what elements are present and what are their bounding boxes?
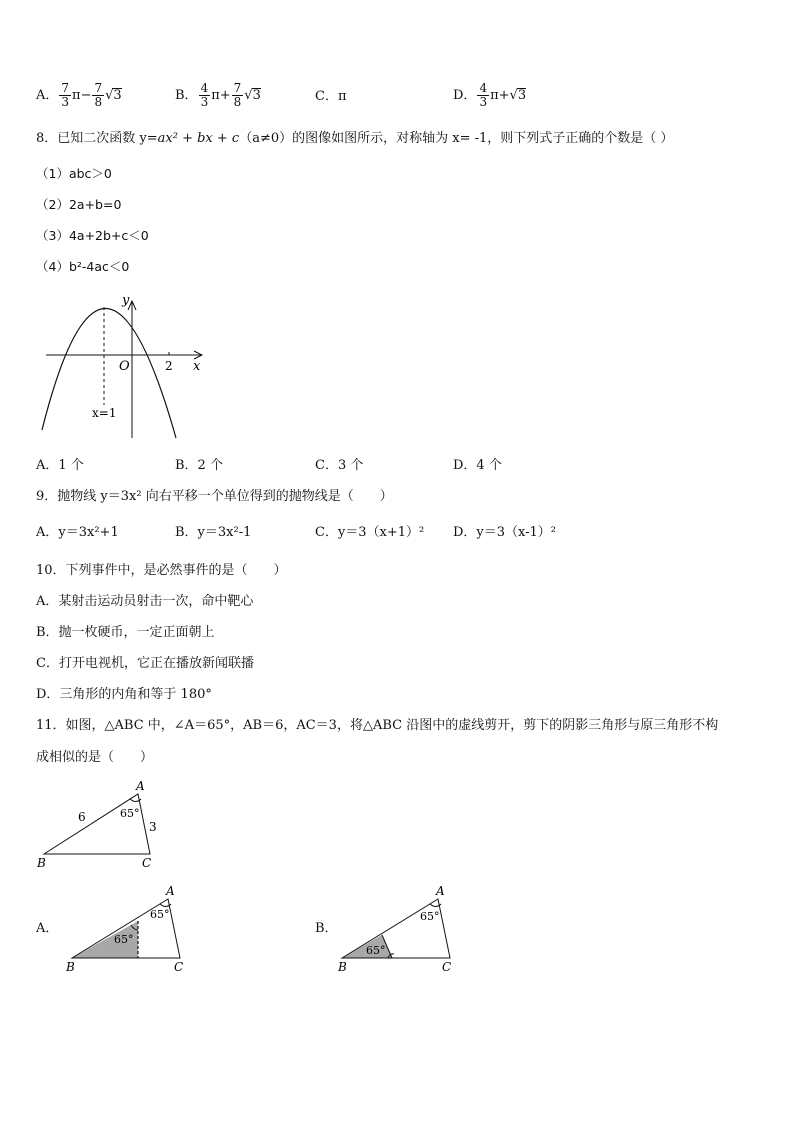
tick-label-2: 2 [165,359,173,373]
q8-option-c: C．3 个 [315,458,364,473]
q11-main-triangle [30,775,170,870]
angle-cut-label: 65° [114,933,134,946]
q7-option-b-label: B． [175,87,198,103]
q7-option-a [36,82,122,108]
vertex-b-label: B [338,960,347,974]
q10-option-a: A．某射击运动员射击一次，命中靶心 [36,594,254,609]
q11-option-b-label: B． [315,921,338,936]
angle-top-label: 65° [420,910,440,923]
q11-stem-line1: 11．如图，△ABC 中，∠A＝65°，AB＝6，AC＝3，将△ABC 沿图中的虚线剪开，剪下的阴影三角形与原三角形不构 [36,718,719,733]
vertex-c-label: C [174,960,184,974]
side-ab-label: 6 [78,810,86,824]
q7-a-sqrt: √3 [105,88,122,104]
q7-option-b [175,82,261,108]
q10-stem: 10．下列事件中，是必然事件的是（ ） [36,563,287,578]
q9-option-d: D．y＝3（x-1）² [453,525,557,540]
q8-option-d: D．4 个 [453,458,502,473]
origin-label: O [119,359,130,374]
q7-option-c [315,90,347,103]
q10-option-d: D．三角形的内角和等于 180° [36,687,212,702]
q7-b-frac2: $\frac{7}{8}$ [233,81,242,109]
q11-option-a-figure [60,880,200,975]
triangle-abc [44,794,150,854]
q7-a-pi: π− [72,87,92,103]
q7-option-a-label: A． [36,87,59,103]
vertex-a-label: A [136,779,145,793]
vertex-c-label: C [442,960,452,974]
q8-item-3: （3）4a+2b+c＜0 [36,228,149,243]
q7-d-sqrt: √3 [509,88,527,104]
q8-item-2: （2）2a+b=0 [36,197,122,212]
q7-option-d-label: D． [453,87,477,103]
q9-option-a: A．y＝3x²+1 [36,525,119,540]
angle-cut-label: 65° [366,944,386,957]
vertex-c-label: C [142,856,152,870]
q7-option-c-text: π [337,89,347,104]
q8-item-1: （1）abc＞0 [36,166,112,181]
y-axis-label: y [122,293,130,308]
q10-option-c: C．打开电视机，它正在播放新闻联播 [36,656,254,671]
symmetry-axis-label: x=1 [92,406,117,420]
q11-option-a-label: A． [36,921,59,936]
q7-b-sqrt: √3 [244,88,261,104]
angle-top-label: 65° [150,908,170,921]
q7-option-d [453,82,526,108]
q8-parabola-graph [36,290,216,442]
q7-option-c-label: C． [315,89,338,104]
side-ac-label: 3 [149,820,157,834]
q7-a-frac1: $\frac{7}{3}$ [61,81,70,109]
q10-option-b: B．抛一枚硬币，一定正面朝上 [36,625,215,640]
q7-a-frac2: $\frac{7}{8}$ [94,81,103,109]
x-axis-label: x [193,359,201,374]
q9-stem: 9．抛物线 y＝3x² 向右平移一个单位得到的抛物线是（ ） [36,489,393,504]
vertex-b-label: B [66,960,75,974]
q7-b-frac1: $\frac{4}{3}$ [200,81,209,109]
q9-option-b: B．y＝3x²-1 [175,525,252,540]
q8-option-a: A．1 个 [36,458,84,473]
q9-option-c: C．y＝3（x+1）² [315,525,425,540]
q7-b-pi: π+ [211,87,231,103]
q11-stem-line2: 成相似的是（ ） [36,750,154,765]
q8-stem: 8．已知二次函数 y=ax² + bx + c（a≠0）的图像如图所示，对称轴为 x= -1，则下列式子正确的个数是（ ） [36,131,674,146]
q7-d-pi: π+ [490,87,510,103]
vertex-a-label: A [166,884,175,898]
angle-a-label: 65° [120,807,140,820]
vertex-a-label: A [436,884,445,898]
q11-option-b-figure [330,880,470,975]
q8-item-4: （4）b²-4ac＜0 [36,259,130,274]
vertex-b-label: B [37,856,46,870]
q8-option-b: B．2 个 [175,458,223,473]
q7-d-frac1: $\frac{4}{3}$ [479,81,488,109]
